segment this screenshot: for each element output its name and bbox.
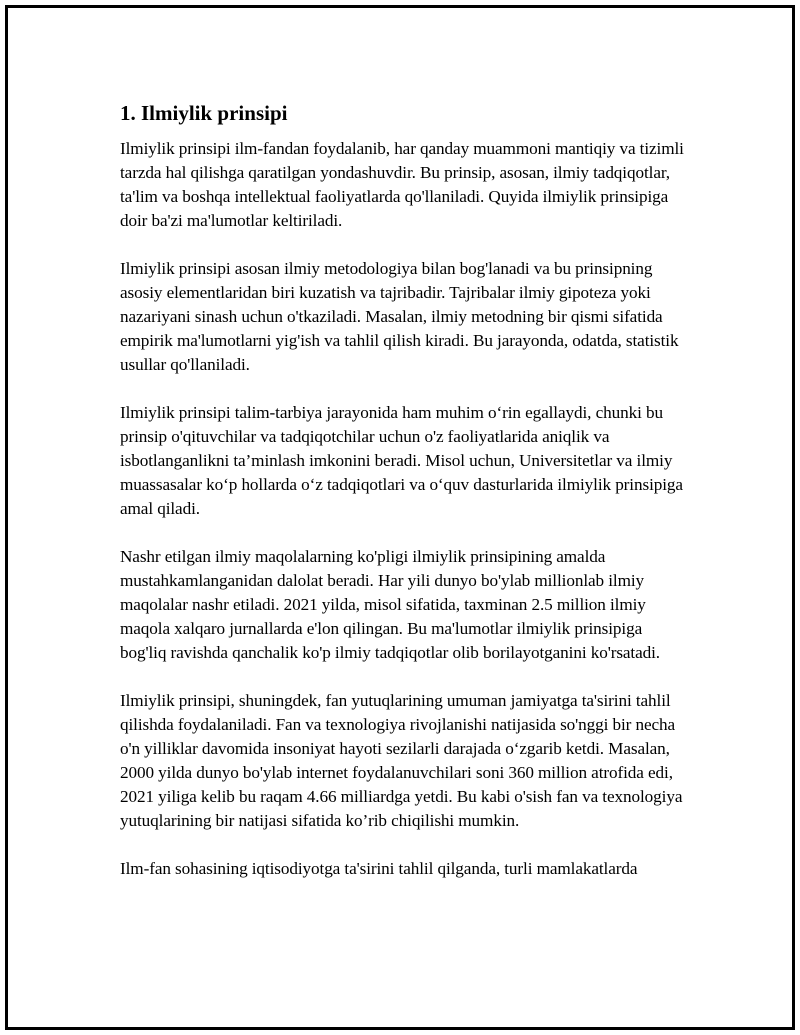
paragraph-1: Ilmiylik prinsipi ilm-fandan foydalanib, har qanday muammoni mantiqiy va tizimli tarzda hal qilishga qaratilgan yondashuvdir. Bu prinsip, asosan, ilmiy tadqiqotlar, ta'lim va boshqa intellektual faoliyatlarda qo'llaniladi. Quyida ilmiylik prinsipiga doir ba'zi ma'lumotlar keltiriladi. bbox=[120, 139, 684, 230]
section-heading: 1. Ilmiylik prinsipi bbox=[120, 101, 288, 125]
paragraph-3: Ilmiylik prinsipi talim-tarbiya jarayonida ham muhim o‘rin egallaydi, chunki bu prinsip o'qituvchilar va tadqiqotchilar uchun o'z faoliyatlarida aniqlik va isbotlanganlikni ta’minlash imkonini beradi. Misol uchun, Universitetlar va ilmiy muassasalar ko‘p hollarda o‘z tadqiqotlari va o‘quv dasturlarida ilmiylik prinsipiga amal qiladi. bbox=[120, 403, 683, 518]
paragraph-4: Nashr etilgan ilmiy maqolalarning ko'pligi ilmiylik prinsipining amalda mustahkamlanganidan dalolat beradi. Har yili dunyo bo'ylab millionlab ilmiy maqolalar nashr etiladi. 2021 yilda, misol sifatida, taxminan 2.5 million ilmiy maqola xalqaro jurnallarda e'lon qilingan. Bu ma'lumotlar ilmiylik prinsipiga bog'liq ravishda qanchalik ko'p ilmiy tadqiqotlar olib borilayotganini ko'rsatadi. bbox=[120, 547, 661, 662]
paragraph-6: Ilm-fan sohasining iqtisodiyotga ta'sirini tahlil qilganda, turli mamlakatlarda bbox=[120, 859, 638, 878]
paragraph-2: Ilmiylik prinsipi asosan ilmiy metodologiya bilan bog'lanadi va bu prinsipning asosiy elementlaridan biri kuzatish va tajribadir. Tajribalar ilmiy gipoteza yoki nazariyani sinash uchun o'tkaziladi. Masalan, ilmiy metodning bir qismi sifatida empirik ma'lumotlarni yig'ish va tahlil qilish kiradi. Bu jarayonda, odatda, statistik usullar qo'llaniladi. bbox=[120, 259, 679, 374]
paragraph-5: Ilmiylik prinsipi, shuningdek, fan yutuqlarining umuman jamiyatga ta'sirini tahlil qilishda foydalaniladi. Fan va texnologiya rivojlanishi natijasida so'nggi bir necha o'n yilliklar davomida insoniyat hayoti sezilarli darajada o‘zgarib ketdi. Masalan, 2000 yilda dunyo bo'ylab internet foydalanuvchilari soni 360 million atrofida edi, 2021 yiliga kelib bu raqam 4.66 milliardga yetdi. Bu kabi o'sish fan va texnologiya yutuqlarining bir natijasi sifatida ko’rib chiqilishi mumkin. bbox=[120, 691, 683, 830]
document-body bbox=[120, 100, 692, 905]
document-page bbox=[5, 5, 795, 1030]
